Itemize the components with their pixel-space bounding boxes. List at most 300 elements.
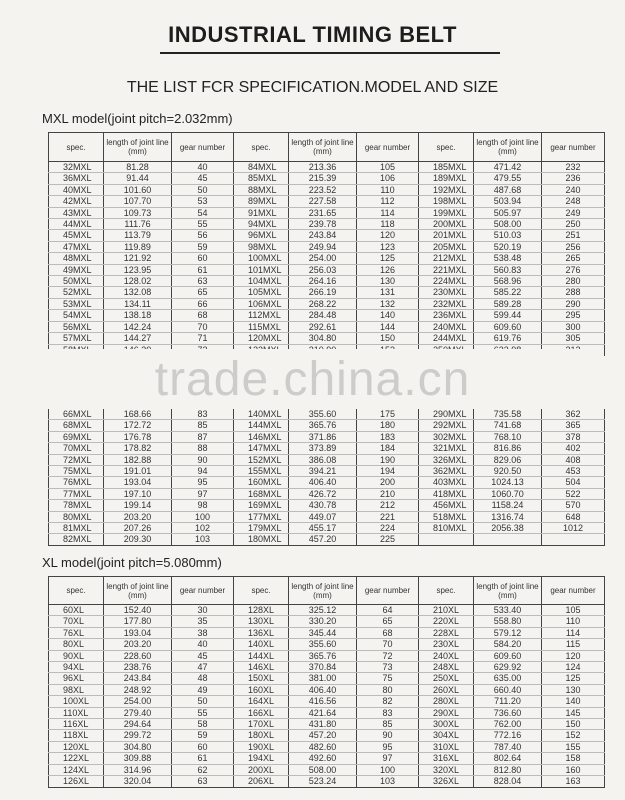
table-cell: 111.76	[104, 219, 172, 230]
table-cell: 40	[172, 639, 234, 650]
table-cell: 510.03	[474, 230, 542, 241]
table-cell: 265	[542, 253, 605, 264]
table-cell: 177MXL	[234, 511, 289, 522]
xl-table-row	[49, 776, 605, 787]
table-cell: 82	[357, 696, 419, 707]
table-cell: 57MXL	[49, 333, 104, 344]
table-cell: 584.20	[474, 639, 542, 650]
table-cell: 300	[542, 321, 605, 332]
mxl-table-row	[49, 420, 605, 431]
table-cell	[419, 534, 474, 545]
table-cell: 189MXL	[419, 173, 474, 184]
table-cell: 711.20	[474, 696, 542, 707]
table-cell: 119.89	[104, 241, 172, 252]
table-cell: 78MXL	[49, 500, 104, 511]
table-cell: 1158.24	[474, 500, 542, 511]
table-cell: 648	[542, 511, 605, 522]
table-cell: 124	[542, 662, 605, 673]
table-cell: 150	[542, 719, 605, 730]
table-cell: 98MXL	[234, 241, 289, 252]
table-cell: 35	[172, 616, 234, 627]
table-cell: 370.84	[289, 662, 357, 673]
table-cell: 213.36	[289, 162, 357, 173]
table-cell: 316XL	[419, 753, 474, 764]
xl-table-row	[49, 673, 605, 684]
mxl-column-header: length of joint line (mm)	[289, 133, 357, 162]
table-cell: 130	[542, 684, 605, 695]
table-cell: 126	[357, 264, 419, 275]
table-cell: 212MXL	[419, 253, 474, 264]
xl-column-header: spec.	[234, 577, 289, 605]
table-cell: 243.84	[104, 673, 172, 684]
table-cell: 276	[542, 264, 605, 275]
table-cell: 59	[172, 241, 234, 252]
table-cell: 48	[172, 673, 234, 684]
table-cell: 365.76	[289, 420, 357, 431]
table-cell: 179MXL	[234, 523, 289, 534]
mxl-spec-table-continued	[48, 409, 605, 546]
table-cell: 83	[172, 409, 234, 420]
table-cell: 49MXL	[49, 264, 104, 275]
table-cell: 72	[357, 650, 419, 661]
table-cell: 220XL	[419, 616, 474, 627]
xl-table-row	[49, 719, 605, 730]
table-cell: 829.06	[474, 454, 542, 465]
table-cell	[542, 534, 605, 545]
table-cell: 40	[172, 162, 234, 173]
table-cell: 609.60	[474, 321, 542, 332]
xl-column-header: gear number	[172, 577, 234, 605]
table-cell: 210XL	[419, 605, 474, 616]
table-cell: 190	[357, 454, 419, 465]
table-cell: 180XL	[234, 730, 289, 741]
table-cell: 304.80	[289, 333, 357, 344]
table-cell: 200MXL	[419, 219, 474, 230]
table-cell: 43MXL	[49, 207, 104, 218]
mxl-table-row	[49, 264, 605, 275]
table-cell: 416.56	[289, 696, 357, 707]
table-cell: 66	[172, 298, 234, 309]
xl-table-row	[49, 707, 605, 718]
table-cell: 279.40	[104, 707, 172, 718]
table-cell: 362MXL	[419, 466, 474, 477]
table-cell: 200	[357, 477, 419, 488]
table-cell: 65	[172, 287, 234, 298]
table-cell: 102	[172, 523, 234, 534]
table-cell: 585.22	[474, 287, 542, 298]
mxl-model-title: MXL model(joint pitch=2.032mm)	[42, 111, 233, 126]
table-cell: 457.20	[289, 534, 357, 545]
table-cell: 180	[357, 420, 419, 431]
table-cell: 522	[542, 488, 605, 499]
table-cell: 221MXL	[419, 264, 474, 275]
table-cell: 193.04	[104, 627, 172, 638]
table-cell: 32MXL	[49, 162, 104, 173]
table-cell: 609.60	[474, 650, 542, 661]
table-cell: 504	[542, 477, 605, 488]
table-cell: 132.08	[104, 287, 172, 298]
table-cell: 105MXL	[234, 287, 289, 298]
table-cell: 320.04	[104, 776, 172, 787]
table-cell: 238.76	[104, 662, 172, 673]
table-cell: 64	[357, 605, 419, 616]
xl-table-row	[49, 605, 605, 616]
table-cell: 80	[357, 684, 419, 695]
table-cell: 304.80	[104, 741, 172, 752]
table-cell: 362	[542, 409, 605, 420]
table-cell: 816.86	[474, 443, 542, 454]
mxl-table-row	[49, 253, 605, 264]
table-cell: 155MXL	[234, 466, 289, 477]
table-cell: 240	[542, 184, 605, 195]
table-cell: 736.60	[474, 707, 542, 718]
table-cell: 183	[357, 431, 419, 442]
table-cell: 260XL	[419, 684, 474, 695]
table-cell: 114	[357, 207, 419, 218]
mxl-table-row	[49, 488, 605, 499]
table-cell: 45	[172, 173, 234, 184]
xl-table-row	[49, 627, 605, 638]
mxl-table-row	[49, 184, 605, 195]
mxl-table-row	[49, 523, 605, 534]
table-cell: 98XL	[49, 684, 104, 695]
table-cell: 508.00	[474, 219, 542, 230]
table-cell: 90	[357, 730, 419, 741]
mxl-column-header: gear number	[172, 133, 234, 162]
table-cell: 240MXL	[419, 321, 474, 332]
table-cell: 305	[542, 333, 605, 344]
table-cell: 75MXL	[49, 466, 104, 477]
table-cell: 55	[172, 707, 234, 718]
table-cell: 144.27	[104, 333, 172, 344]
table-cell: 373.89	[289, 443, 357, 454]
table-cell: 431.80	[289, 719, 357, 730]
table-cell: 1316.74	[474, 511, 542, 522]
table-cell: 321MXL	[419, 443, 474, 454]
xl-spec-table	[48, 576, 605, 788]
table-cell: 58	[172, 719, 234, 730]
table-cell: 30	[172, 605, 234, 616]
table-cell: 449.07	[289, 511, 357, 522]
table-cell: 178.82	[104, 443, 172, 454]
table-cell: 85	[357, 719, 419, 730]
table-cell: 768.10	[474, 431, 542, 442]
table-cell: 394.21	[289, 466, 357, 477]
table-cell: 72MXL	[49, 454, 104, 465]
table-cell: 256	[542, 241, 605, 252]
page-title: INDUSTRIAL TIMING BELT	[168, 22, 457, 47]
table-cell: 76XL	[49, 627, 104, 638]
table-cell: 94XL	[49, 662, 104, 673]
mxl-table-row	[49, 230, 605, 241]
table-cell: 200XL	[234, 764, 289, 775]
table-cell: 236MXL	[419, 310, 474, 321]
table-cell: 249	[542, 207, 605, 218]
table-cell: 290	[542, 298, 605, 309]
table-cell: 55	[172, 219, 234, 230]
table-cell: 152.40	[104, 605, 172, 616]
table-cell: 221	[357, 511, 419, 522]
xl-column-header: length of joint line (mm)	[104, 577, 172, 605]
table-cell: 225	[357, 534, 419, 545]
table-cell: 479.55	[474, 173, 542, 184]
table-cell: 138.18	[104, 310, 172, 321]
table-cell: 198MXL	[419, 196, 474, 207]
table-cell: 300XL	[419, 719, 474, 730]
table-cell: 185MXL	[419, 162, 474, 173]
table-cell: 91MXL	[234, 207, 289, 218]
table-cell: 228XL	[419, 627, 474, 638]
table-cell: 365	[542, 420, 605, 431]
table-cell	[474, 534, 542, 545]
xl-header-row	[49, 577, 605, 605]
table-cell: 118	[357, 219, 419, 230]
table-cell: 145	[542, 707, 605, 718]
table-cell: 251	[542, 230, 605, 241]
table-cell: 96MXL	[234, 230, 289, 241]
table-cell: 160XL	[234, 684, 289, 695]
table-cell: 70	[357, 639, 419, 650]
table-cell: 197.10	[104, 488, 172, 499]
mxl-table-row	[49, 310, 605, 321]
table-cell: 103	[357, 776, 419, 787]
table-cell: 56MXL	[49, 321, 104, 332]
table-cell: 163	[542, 776, 605, 787]
xl-column-header: spec.	[419, 577, 474, 605]
table-cell: 190XL	[234, 741, 289, 752]
table-cell: 920.50	[474, 466, 542, 477]
table-cell: 101.60	[104, 184, 172, 195]
table-cell: 772.16	[474, 730, 542, 741]
table-cell: 330.20	[289, 616, 357, 627]
xl-table-row	[49, 730, 605, 741]
table-cell: 1024.13	[474, 477, 542, 488]
xl-table-row	[49, 696, 605, 707]
table-cell: 56	[172, 230, 234, 241]
mxl-table-row	[49, 276, 605, 287]
table-cell: 169MXL	[234, 500, 289, 511]
mxl-table-row	[49, 333, 605, 344]
table-cell: 54	[172, 207, 234, 218]
table-cell: 150XL	[234, 673, 289, 684]
table-cell: 1012	[542, 523, 605, 534]
table-cell: 266.19	[289, 287, 357, 298]
table-cell: 128XL	[234, 605, 289, 616]
table-cell: 112MXL	[234, 310, 289, 321]
table-cell: 326MXL	[419, 454, 474, 465]
xl-model-title: XL model(joint pitch=5.080mm)	[42, 555, 222, 570]
table-cell: 523.24	[289, 776, 357, 787]
table-cell: 421.64	[289, 707, 357, 718]
table-cell: 568.96	[474, 276, 542, 287]
table-cell: 249.94	[289, 241, 357, 252]
table-cell: 150	[357, 333, 419, 344]
table-cell: 294.64	[104, 719, 172, 730]
table-cell: 192MXL	[419, 184, 474, 195]
table-cell: 210	[357, 488, 419, 499]
xl-table-row	[49, 741, 605, 752]
table-cell: 230XL	[419, 639, 474, 650]
table-cell: 199.14	[104, 500, 172, 511]
table-cell: 98	[172, 500, 234, 511]
table-cell: 175	[357, 409, 419, 420]
table-cell: 243.84	[289, 230, 357, 241]
table-cell: 802.64	[474, 753, 542, 764]
mxl-table-row	[49, 500, 605, 511]
table-cell: 735.58	[474, 409, 542, 420]
table-cell: 426.72	[289, 488, 357, 499]
table-cell: 314.96	[104, 764, 172, 775]
table-cell: 248	[542, 196, 605, 207]
table-cell: 201MXL	[419, 230, 474, 241]
table-cell: 152	[542, 730, 605, 741]
table-cell: 122XL	[49, 753, 104, 764]
table-cell: 77MXL	[49, 488, 104, 499]
table-cell: 406.40	[289, 684, 357, 695]
table-cell: 310XL	[419, 741, 474, 752]
table-cell: 100XL	[49, 696, 104, 707]
table-cell: 121.92	[104, 253, 172, 264]
table-cell: 378	[542, 431, 605, 442]
table-cell: 130	[357, 276, 419, 287]
table-cell: 90	[172, 454, 234, 465]
table-cell: 231.65	[289, 207, 357, 218]
table-cell: 68	[357, 627, 419, 638]
table-cell: 60XL	[49, 605, 104, 616]
table-cell: 48MXL	[49, 253, 104, 264]
table-cell: 228.60	[104, 650, 172, 661]
table-cell: 635.00	[474, 673, 542, 684]
table-cell: 268.22	[289, 298, 357, 309]
table-cell: 91.44	[104, 173, 172, 184]
table-cell: 160	[542, 764, 605, 775]
table-cell: 140	[357, 310, 419, 321]
table-cell: 299.72	[104, 730, 172, 741]
table-cell: 38	[172, 627, 234, 638]
table-cell: 408	[542, 454, 605, 465]
table-cell: 60	[172, 253, 234, 264]
table-cell: 203.20	[104, 511, 172, 522]
table-cell: 84MXL	[234, 162, 289, 173]
table-cell: 205MXL	[419, 241, 474, 252]
table-cell: 288	[542, 287, 605, 298]
table-cell: 140XL	[234, 639, 289, 650]
table-cell: 505.97	[474, 207, 542, 218]
xl-table-row	[49, 764, 605, 775]
table-cell: 85	[172, 420, 234, 431]
table-cell: 264.16	[289, 276, 357, 287]
table-cell: 292MXL	[419, 420, 474, 431]
table-cell: 132	[357, 298, 419, 309]
table-cell: 75	[357, 673, 419, 684]
table-cell: 47	[172, 662, 234, 673]
table-cell: 619.76	[474, 333, 542, 344]
table-cell: 50	[172, 184, 234, 195]
table-cell: 371.86	[289, 431, 357, 442]
table-cell: 284.48	[289, 310, 357, 321]
table-cell: 47MXL	[49, 241, 104, 252]
table-cell: 223.52	[289, 184, 357, 195]
table-cell: 140MXL	[234, 409, 289, 420]
table-cell: 250	[542, 219, 605, 230]
table-cell: 155	[542, 741, 605, 752]
table-cell: 520.19	[474, 241, 542, 252]
table-cell: 109.73	[104, 207, 172, 218]
table-cell: 104MXL	[234, 276, 289, 287]
table-cell: 177.80	[104, 616, 172, 627]
table-cell: 182.88	[104, 454, 172, 465]
table-cell: 280XL	[419, 696, 474, 707]
table-cell: 88MXL	[234, 184, 289, 195]
table-cell: 579.12	[474, 627, 542, 638]
mxl-table-row	[49, 443, 605, 454]
xl-column-header: gear number	[357, 577, 419, 605]
mxl-table-row	[49, 477, 605, 488]
table-cell: 455.17	[289, 523, 357, 534]
table-cell: 418MXL	[419, 488, 474, 499]
table-cell: 100	[172, 511, 234, 522]
table-cell: 741.68	[474, 420, 542, 431]
mxl-column-header: spec.	[234, 133, 289, 162]
xl-table-row	[49, 650, 605, 661]
table-cell: 508.00	[289, 764, 357, 775]
table-cell: 68	[172, 310, 234, 321]
table-cell: 96XL	[49, 673, 104, 684]
table-cell: 244MXL	[419, 333, 474, 344]
table-cell: 240XL	[419, 650, 474, 661]
mxl-table-row	[49, 321, 605, 332]
table-cell: 81MXL	[49, 523, 104, 534]
table-cell: 810MXL	[419, 523, 474, 534]
table-cell: 80XL	[49, 639, 104, 650]
table-cell: 1060.70	[474, 488, 542, 499]
table-cell: 100MXL	[234, 253, 289, 264]
table-cell: 292.61	[289, 321, 357, 332]
mxl-table-row	[49, 431, 605, 442]
table-cell: 381.00	[289, 673, 357, 684]
table-cell: 110XL	[49, 707, 104, 718]
table-cell: 140	[542, 696, 605, 707]
table-cell: 44MXL	[49, 219, 104, 230]
table-cell: 116XL	[49, 719, 104, 730]
table-cell: 120XL	[49, 741, 104, 752]
table-cell: 256.03	[289, 264, 357, 275]
table-cell: 118XL	[49, 730, 104, 741]
table-cell: 326XL	[419, 776, 474, 787]
table-cell: 59	[172, 730, 234, 741]
table-cell: 232MXL	[419, 298, 474, 309]
table-cell: 125	[542, 673, 605, 684]
table-cell: 53MXL	[49, 298, 104, 309]
table-cell: 110	[542, 616, 605, 627]
xl-column-header: length of joint line (mm)	[289, 577, 357, 605]
table-cell: 453	[542, 466, 605, 477]
table-cell: 71	[172, 333, 234, 344]
mxl-column-header: gear number	[542, 133, 605, 162]
table-cell: 254.00	[289, 253, 357, 264]
table-cell: 456MXL	[419, 500, 474, 511]
table-cell: 828.04	[474, 776, 542, 787]
table-cell: 599.44	[474, 310, 542, 321]
table-cell: 50	[172, 696, 234, 707]
table-cell: 120MXL	[234, 333, 289, 344]
table-cell: 89MXL	[234, 196, 289, 207]
table-cell: 248XL	[419, 662, 474, 673]
table-cell: 248.92	[104, 684, 172, 695]
mxl-table-row	[49, 454, 605, 465]
xl-table-row	[49, 662, 605, 673]
table-cell: 66MXL	[49, 409, 104, 420]
